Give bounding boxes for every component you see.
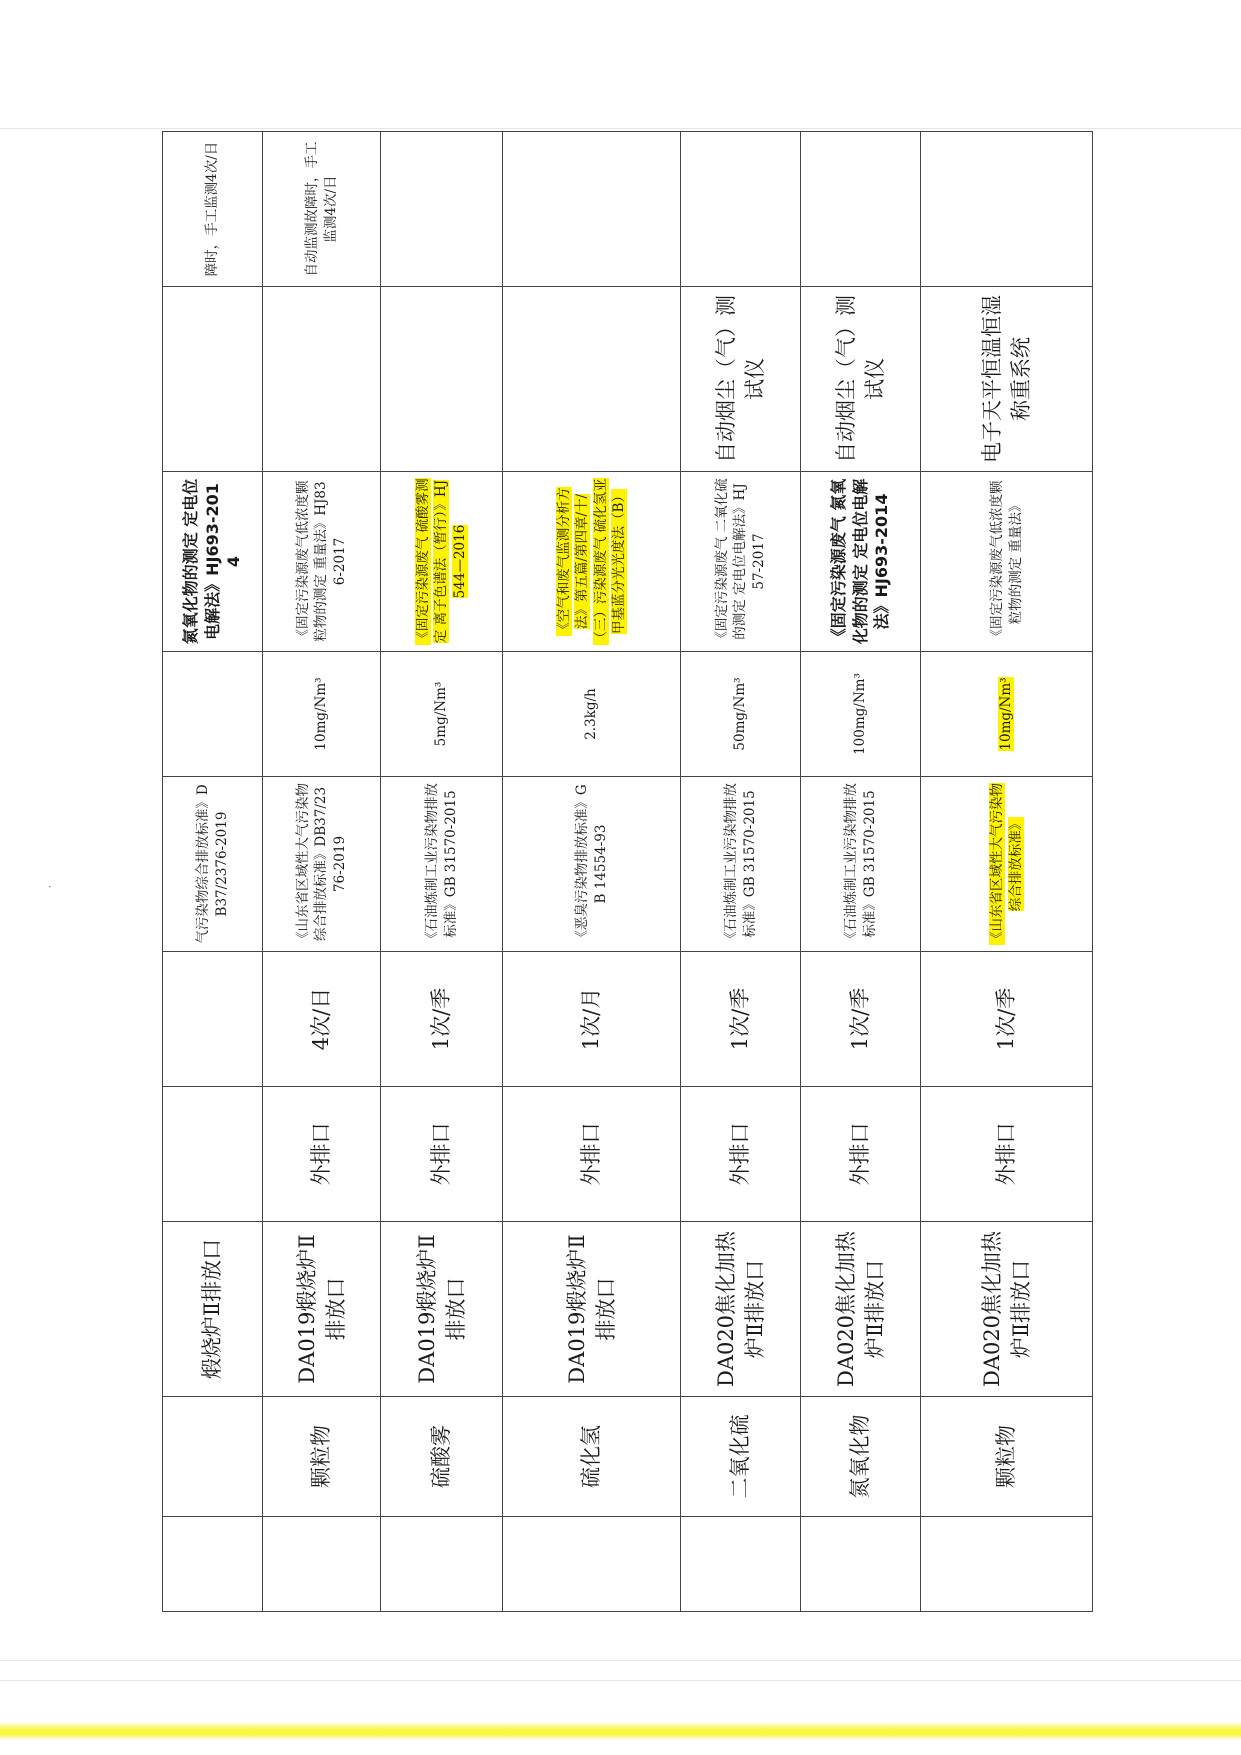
location-cell: 外排口 (801, 1087, 921, 1222)
location-cell: 外排口 (503, 1087, 681, 1222)
instrument-cell: 自动烟尘（气）测试仪 (681, 287, 801, 472)
point-cell: DA020焦化加热炉Ⅱ排放口 (681, 1222, 801, 1397)
seq-cell (163, 1517, 263, 1612)
frequency-cell (163, 952, 263, 1087)
monitoring-table (162, 131, 1093, 1612)
method-cell: 《固定污染源废气低浓度颗粒物的测定 重量法》HJ836-2017 (263, 472, 381, 652)
limit-cell: 2.3kg/h (503, 652, 681, 777)
item-cell: 颗粒物 (921, 1397, 1093, 1517)
item-cell (163, 1397, 263, 1517)
instrument-cell (163, 287, 263, 472)
scan-speck: · (43, 884, 57, 889)
standard-cell: 《石油炼制工业污染物排放标准》GB 31570-2015 (801, 777, 921, 952)
remark-cell (921, 132, 1093, 287)
point-cell: 煅烧炉Ⅱ排放口 (163, 1222, 263, 1397)
item-cell: 硫化氢 (503, 1397, 681, 1517)
scan-artifact (0, 1660, 1241, 1661)
standard-cell: 《石油炼制工业污染物排放标准》GB 31570-2015 (381, 777, 503, 952)
location-cell: 外排口 (263, 1087, 381, 1222)
item-cell: 氮氧化物 (801, 1397, 921, 1517)
standard-cell: 《恶臭污染物排放标准》GB 14554-93 (503, 777, 681, 952)
point-cell: DA019煅烧炉Ⅱ排放口 (503, 1222, 681, 1397)
remark-cell: 自动监测故障时，手工监测4次/日 (263, 132, 381, 287)
standard-cell: 《石油炼制工业污染物排放标准》GB 31570-2015 (681, 777, 801, 952)
remark-cell (801, 132, 921, 287)
standard-cell-highlighted (921, 777, 1093, 952)
seq-cell (801, 1517, 921, 1612)
standard-cell: 气污染物综合排放标准》DB37/2376-2019 (163, 777, 263, 952)
limit-cell: 50mg/Nm³ (681, 652, 801, 777)
table-row (921, 132, 1093, 1612)
item-cell: 二氧化硫 (681, 1397, 801, 1517)
instrument-cell (381, 287, 503, 472)
seq-cell (381, 1517, 503, 1612)
limit-cell: 10mg/Nm³ (263, 652, 381, 777)
instrument-cell: 自动烟尘（气）测试仪 (801, 287, 921, 472)
table-row (163, 132, 263, 1612)
rotated-page (162, 132, 1092, 1612)
point-cell: DA019煅烧炉Ⅱ排放口 (263, 1222, 381, 1397)
location-cell: 外排口 (921, 1087, 1093, 1222)
table-row (681, 132, 801, 1612)
frequency-cell: 1次/季 (381, 952, 503, 1087)
remark-cell (503, 132, 681, 287)
limit-cell: 100mg/Nm³ (801, 652, 921, 777)
point-cell: DA019煅烧炉Ⅱ排放口 (381, 1222, 503, 1397)
method-cell-highlighted (381, 472, 503, 652)
scan-artifact (0, 128, 1241, 129)
limit-cell-highlighted (921, 652, 1093, 777)
scan-highlight-band (0, 1722, 1241, 1740)
seq-cell (681, 1517, 801, 1612)
point-cell: DA020焦化加热炉Ⅱ排放口 (921, 1222, 1093, 1397)
frequency-cell: 1次/月 (503, 952, 681, 1087)
location-cell: 外排口 (381, 1087, 503, 1222)
item-cell: 硫酸雾 (381, 1397, 503, 1517)
frequency-cell: 1次/季 (801, 952, 921, 1087)
location-cell: 外排口 (681, 1087, 801, 1222)
remark-cell (681, 132, 801, 287)
instrument-cell: 电子天平恒温恒湿称重系统 (921, 287, 1093, 472)
item-cell: 颗粒物 (263, 1397, 381, 1517)
standard-highlight: 《山东省区域性大气污染物综合排放标准》 (989, 783, 1024, 945)
table-row (801, 132, 921, 1612)
frequency-cell: 4次/日 (263, 952, 381, 1087)
method-highlight: 《固定污染源废气 硫酸雾测定 离子色谱法（暂行）》HJ 544—2016 (415, 478, 468, 645)
method-cell-highlighted (503, 472, 681, 652)
location-cell (163, 1087, 263, 1222)
instrument-cell (503, 287, 681, 472)
table-row (503, 132, 681, 1612)
remark-cell: 障时，手工监测4次/日 (163, 132, 263, 287)
limit-cell (163, 652, 263, 777)
remark-cell (381, 132, 503, 287)
method-cell: 氮氧化物的测定 定电位电解法》HJ693-2014 (163, 472, 263, 652)
method-cell: 《固定污染源废气 氮氧化物的测定 定电位电解法》HJ693-2014 (801, 472, 921, 652)
seq-cell (921, 1517, 1093, 1612)
method-highlight: 《空气和废气监测分析方法》第五篇/第四章/十/（三）污染源废气 硫化氢亚甲基蓝分光光度法（B） (556, 478, 627, 645)
instrument-cell (263, 287, 381, 472)
seq-cell (503, 1517, 681, 1612)
table-row (263, 132, 381, 1612)
standard-cell: 《山东省区域性大气污染物综合排放标准》DB37/2376-2019 (263, 777, 381, 952)
frequency-cell: 1次/季 (921, 952, 1093, 1087)
limit-cell: 5mg/Nm³ (381, 652, 503, 777)
table-row (381, 132, 503, 1612)
point-cell: DA020焦化加热炉Ⅱ排放口 (801, 1222, 921, 1397)
method-cell: 《固定污染源废气低浓度颗粒物的测定 重量法》 (921, 472, 1093, 652)
frequency-cell: 1次/季 (681, 952, 801, 1087)
scan-artifact (0, 1680, 1241, 1681)
method-cell: 《固定污染源废气 二氧化硫的测定 定电位电解法》HJ 57-2017 (681, 472, 801, 652)
seq-cell (263, 1517, 381, 1612)
limit-highlight: 10mg/Nm³ (998, 677, 1015, 751)
